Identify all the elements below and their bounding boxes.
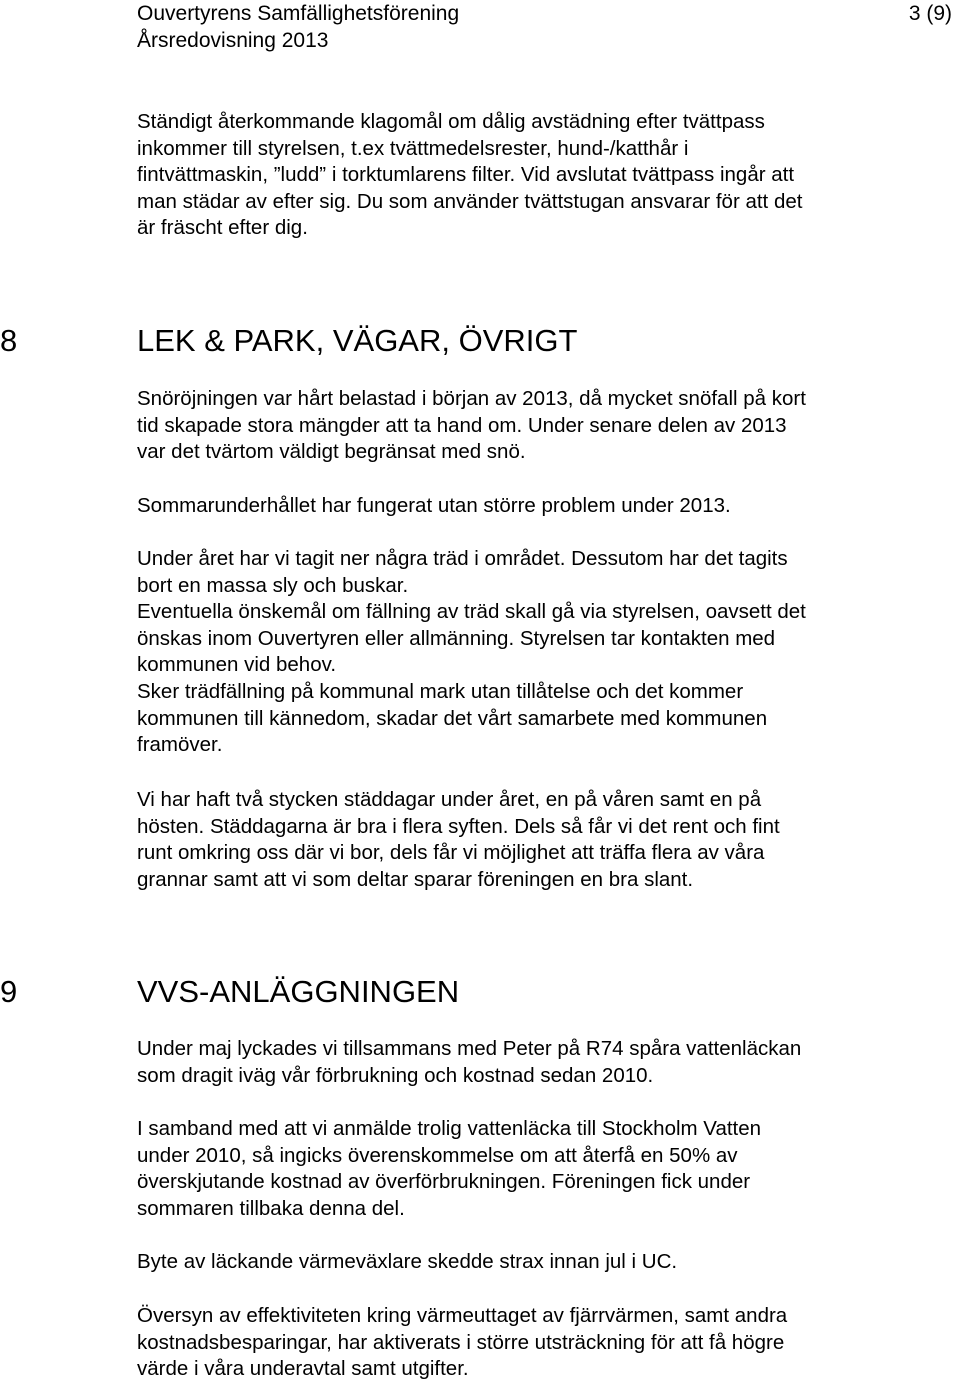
section-8-title: LEK & PARK, VÄGAR, ÖVRIGT	[137, 323, 578, 358]
text-line: I samband med att vi anmälde trolig vattenläcka till Stockholm Vatten	[137, 1117, 762, 1140]
text-line: kostnadsbesparingar, har aktiverats i större utsträckning för att få högre	[137, 1330, 785, 1354]
text-line: Snöröjningen var hårt belastad i början av 2013, då mycket snöfall på kort	[137, 387, 806, 410]
text-line: Översyn av effektiviteten kring värmeuttaget av fjärrvärmen, samt andra	[137, 1304, 788, 1327]
section-9-paragraph-4	[137, 1303, 937, 1383]
text-line: önskas inom Ouvertyren eller allmänning. Styrelsen tar kontakten med	[137, 626, 776, 650]
section-8-paragraph-4	[137, 787, 937, 893]
section-8-number: 8	[0, 323, 18, 358]
header-organization: Ouvertyrens Samfällighetsförening	[137, 2, 460, 25]
text-line: Under maj lyckades vi tillsammans med Peter på R74 spåra vattenläckan	[137, 1037, 802, 1060]
text-line: Byte av läckande värmeväxlare skedde strax innan jul i UC.	[137, 1250, 678, 1273]
intro-paragraph	[137, 109, 937, 242]
text-line: man städar av efter sig. Du som använder tvättstugan ansvarar för att det	[137, 189, 803, 213]
text-line: Sommarunderhållet har fungerat utan större problem under 2013.	[137, 494, 731, 517]
text-line: sommaren tillbaka denna del.	[137, 1196, 405, 1220]
header-document-title: Årsredovisning 2013	[137, 29, 329, 52]
text-line: tid skapade stora mängder att ta hand om. Under senare delen av 2013	[137, 413, 787, 437]
page-number: 3 (9)	[908, 2, 952, 25]
section-9-number: 9	[0, 974, 18, 1009]
text-line: Under året har vi tagit ner några träd i området. Dessutom har det tagits	[137, 547, 788, 570]
section-9-paragraph-1	[137, 1036, 937, 1089]
text-line: var det tvärtom väldigt begränsat med snö.	[137, 440, 526, 464]
section-9-paragraph-3	[137, 1249, 937, 1276]
text-line: är fräscht efter dig.	[137, 216, 308, 240]
text-line: kommunen vid behov.	[137, 653, 337, 677]
text-line: Ständigt återkommande klagomål om dålig avstädning efter tvättpass	[137, 110, 765, 133]
text-line: grannar samt att vi som deltar sparar föreningen en bra slant.	[137, 867, 694, 891]
section-9-paragraph-2	[137, 1116, 937, 1222]
section-8-paragraph-2	[137, 493, 937, 520]
text-line: bort en massa sly och buskar.	[137, 573, 409, 597]
text-line: Sker trädfällning på kommunal mark utan tillåtelse och det kommer	[137, 679, 744, 703]
text-line: Eventuella önskemål om fällning av träd skall gå via styrelsen, oavsett det	[137, 600, 806, 624]
text-line: som dragit iväg vår förbrukning och kostnad sedan 2010.	[137, 1063, 654, 1087]
text-line: inkommer till styrelsen, t.ex tvättmedelsrester, hund-/katthår i	[137, 136, 689, 160]
section-8-paragraph-1	[137, 386, 937, 466]
text-line: fintvättmaskin, ”ludd” i torktumlarens filter. Vid avslutat tvättpass ingår att	[137, 163, 795, 187]
text-line: hösten. Städdagarna är bra i flera syften. Dels så får vi det rent och fint	[137, 814, 780, 838]
text-line: under 2010, så ingicks överenskommelse om att återfå en 50% av	[137, 1143, 738, 1167]
text-line: framöver.	[137, 733, 223, 757]
text-line: runt omkring oss där vi bor, dels får vi möjlighet att träffa flera av våra	[137, 841, 765, 865]
text-line: kommunen till kännedom, skadar det vårt samarbete med kommunen	[137, 706, 768, 730]
section-8-paragraph-3	[137, 546, 937, 759]
section-9-title: VVS-ANLÄGGNINGEN	[137, 974, 460, 1009]
text-line: Vi har haft två stycken städdagar under året, en på våren samt en på	[137, 788, 762, 811]
text-line: överskjutande kostnad av överförbrukningen. Föreningen fick under	[137, 1170, 751, 1194]
text-line: värde i våra underavtal samt utgifter.	[137, 1357, 469, 1381]
